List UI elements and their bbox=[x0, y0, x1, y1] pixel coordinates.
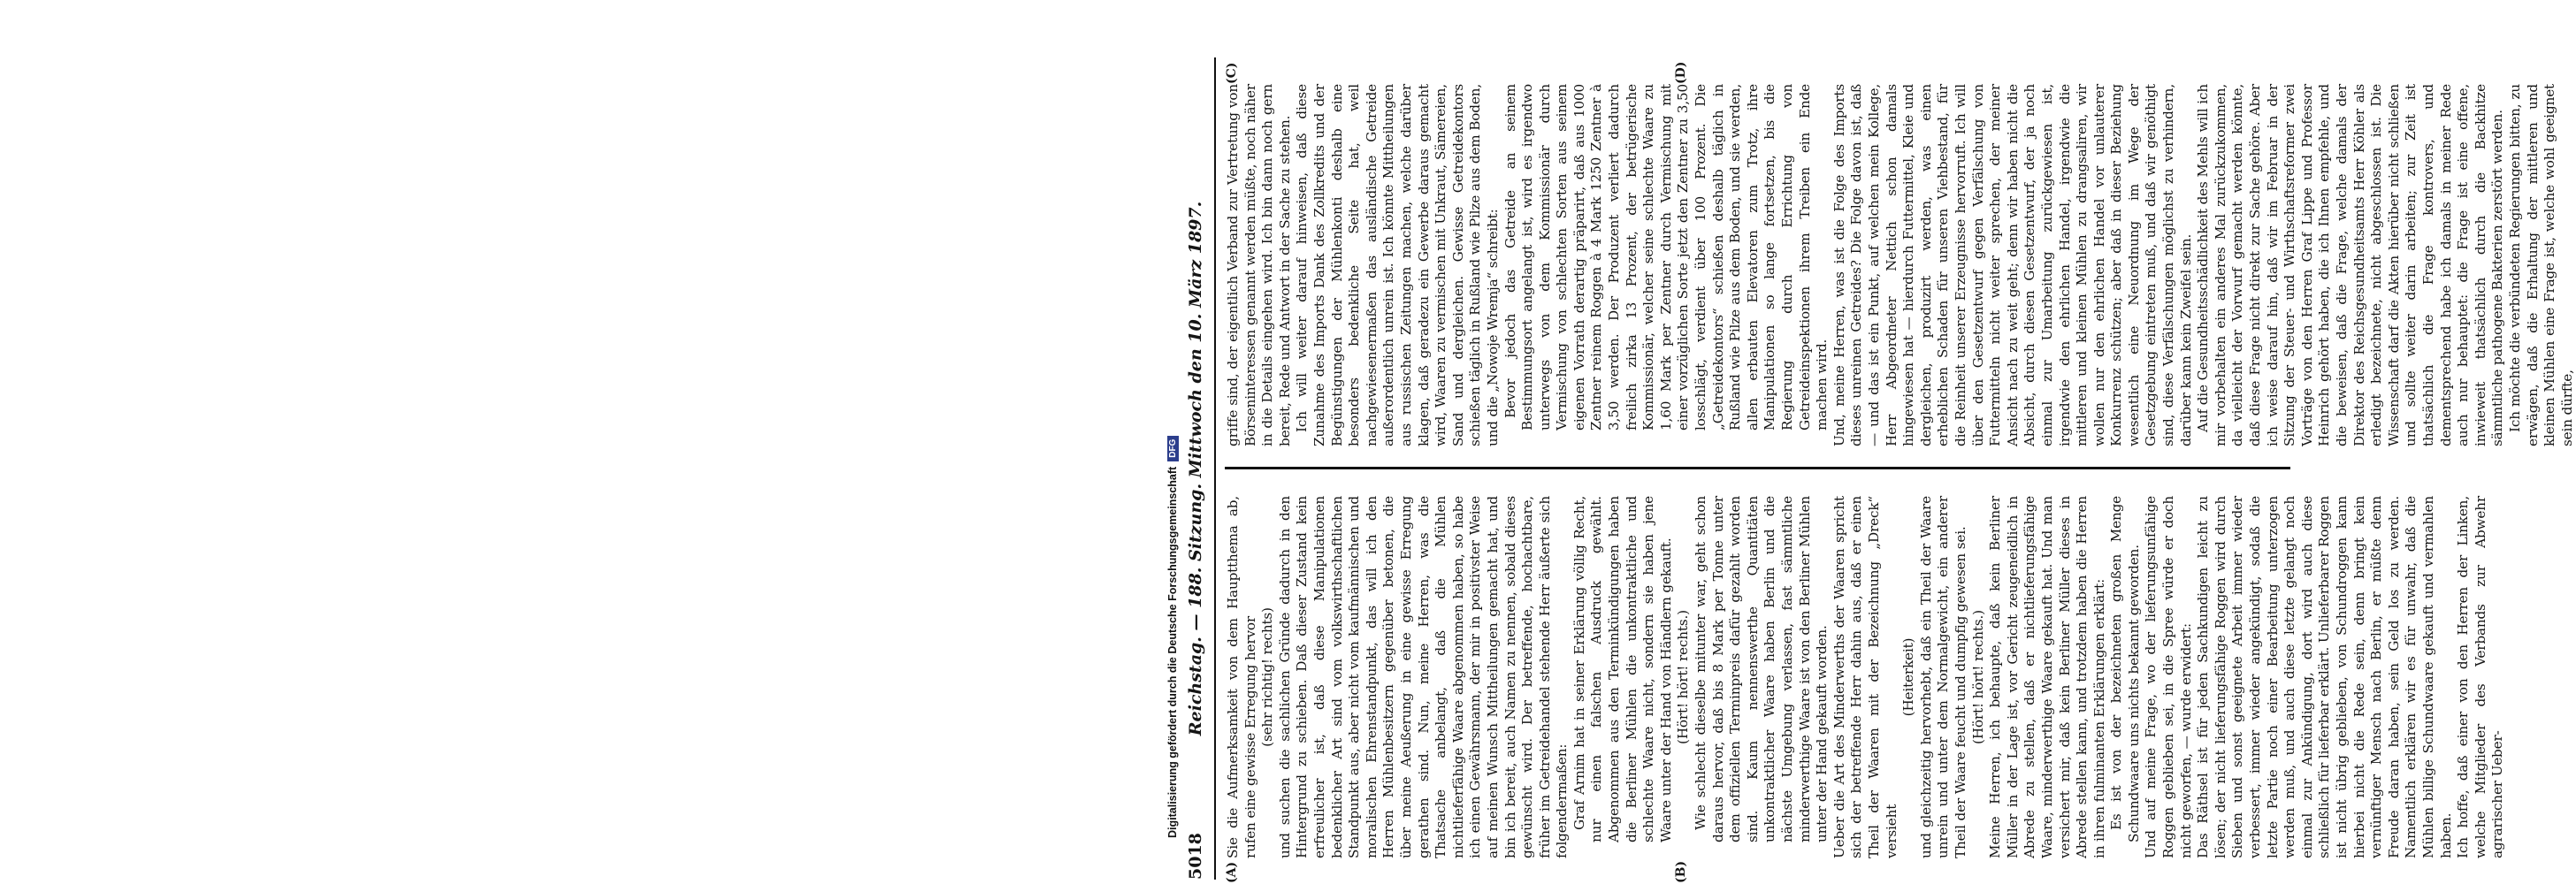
interjection: (Heiterkeit) bbox=[1900, 637, 1917, 717]
text-column-left bbox=[1225, 496, 2507, 858]
margin-marker-a: (A) bbox=[1225, 861, 1239, 883]
header-title: Reichstag. — 188. Sitzung. Mittwoch den 10. März 1897. bbox=[1186, 201, 1205, 736]
text-column-right bbox=[1225, 84, 2576, 446]
quotation: Bevor jedoch das Getreide an seinem Bestimmungsort angelangt ist, wird es irgendwo unterwegs von dem Kommissionär durch Vermischung von schlechten Sorten aus seinem eigenen Vorrath derartig präparirt, daß aus 1000 Zentner reinem Roggen à 4 Mark 1250 Zentner à 3,50 werden. Der Produzent verliert dadurch freilich zirka 13 Prozent, der betrügerische Kommissionär, welcher seine schlechte Waare zu 1,60 Mark per Zentner durch Vermischung mit einer vorzüglichen Sorte jetzt den Zentner zu 3,50 losschlägt, verdient über 100 Prozent. Die „Getreidekontors“ schießen deshalb täglich in Rußland wie Pilze aus dem Boden, und sie werden, allen erbauten Elevatoren zum Trotz, ihre Manipulationen so lange fortsetzen, bis die Regierung durch Errichtung von Getreideinspektionen ihrem Treiben ein Ende machen wird. bbox=[1502, 84, 1831, 431]
interjection: (Hört! hört! rechts.) bbox=[1675, 610, 1692, 744]
paragraph: Ich hoffe, daß einer von den Herren der Linken, welche Mitglieder des Verbands zur Abwehr agrarischer Ueber- bbox=[2455, 496, 2506, 858]
paragraph: Meine Herren, ich behaupte, daß kein Berliner Müller in der Lage ist, vor Gericht zeugeneidlich in Abrede zu stellen, daß er nichtlieferungsfähige Waare, minderwerthige Waare gekauft hat. Und man versichert mir, daß kein Berliner Müller dieses in Abrede stellen kann, und trotzdem haben die Herren in ihren fulminanten Erklärungen erklärt: bbox=[1987, 496, 2107, 858]
column-divider bbox=[1225, 468, 2290, 470]
credit-text: Digitalisierung gefördert durch die Deutsche Forschungsgemeinschaft bbox=[1166, 466, 1179, 838]
margin-marker-c: (C) bbox=[1225, 62, 1239, 84]
paragraph: Das Räthsel ist für jeden Sachkundigen leicht zu lösen; der nicht lieferungsfähige Roggen wird durch Sieben und sonst geeignete Arbeit immer wieder verbessert, immer wieder angekündigt, sodaß die letzte Partie noch einer Bearbeitung unterzogen werden muß, und auch diese letzte gelangt noch einmal zur Ankündigung, dort wird auch diese schließlich für lieferbar erklärt. Unlieferbarer Roggen ist nicht übrig geblieben, von Schundroggen kann hierbei nicht die Rede sein, denn bringt kein vernünftiger Mensch nach Berlin, er müßte denn Freude daran haben, sein Geld los zu werden. Namentlich erklären wir es für unwahr, daß die Mühlen billige Schundwaare gekauft und vermahlen haben. bbox=[2195, 496, 2454, 858]
margin-marker-d: (D) bbox=[1674, 61, 1688, 84]
dfg-logo: DFG bbox=[1167, 436, 1179, 461]
quotation: Es ist von der bezeichneten großen Menge Schundwaare uns nichts bekannt geworden. bbox=[2108, 496, 2142, 842]
paragraph: Sie die Aufmerksamkeit von dem Hauptthema ab, rufen eine gewisse Erregung hervor bbox=[1225, 496, 1258, 858]
paragraph: Ueber die Art des Minderwerths der Waaren spricht sich der betreffende Herr dahin aus, daß er einen Theil der Waaren mit der Bezeichnung „Dreck“ versieht bbox=[1831, 496, 1900, 858]
rotated-document-page bbox=[1179, 57, 2575, 883]
paragraph: Ich will weiter darauf hinweisen, daß diese Zunahme des Imports Dank des Zollkredits und der Begünstigungen der Mühlenkonti deshalb eine besonders bedenkliche Seite hat, weil nachgewiesenermaßen das ausländische Getreide außerordentlich unrein ist. Ich könnte Mittheilungen aus russischen Zeitungen machen, welche darüber klagen, daß geradezu ein Gewerbe daraus gemacht wird, Waaren zu vermischen mit Unkraut, Sämereien, Sand und dergleichen. Gewisse Getreidekontors schießen täglich in Rußland wie Pilze aus dem Boden, und die „Nowoje Wremja“ schreibt: bbox=[1294, 84, 1501, 446]
running-header bbox=[1179, 57, 1216, 880]
quotation: Graf Arnim hat in seiner Erklärung völlig Recht, nur einen falschen Ausdruck gewählt. Abgenommen aus den Terminkündigungen haben die Berliner Mühlen die unkontraktliche und schlechte Waare nicht, sondern sie haben jene Waare unter der Hand von Händlern gekauft. bbox=[1571, 496, 1674, 842]
digitization-credit bbox=[1166, 7, 1184, 838]
paragraph: Und, meine Herren, was ist die Folge des Imports dieses unreinen Getreides? Die Folge davon ist, daß — und das ist ein Punkt, auf welchen mein Kollege, Herr Abgeordneter Nettich schon damals hingewiesen hat — hierdurch Futtermittel, Kleie und dergleichen, produzirt werden, was einen erheblichen Schaden für unseren Viehbestand, für die Reinheit unserer Erzeugnisse hervorruft. Ich will über den Gesetzentwurf gegen Verfälschung von Futtermitteln nicht weiter sprechen, der meiner Ansicht nach zu weit geht; denn wir haben nicht die Absicht, durch diesen Gesetzentwurf, der ja noch einmal zur Umarbeitung zurückgewiesen ist, irgendwie den ehrlichen Handel, irgendwie die mittleren und kleinen Mühlen zu drangsaliren, wir wollen nur den ehrlichen Handel vor unlauterer Konkurrenz schützen; aber daß in dieser Beziehung wesentlich eine Neuordnung im Wege der Gesetzgebung eintreten muß, und daß wir genöthigt sind, diese Verfälschungen möglichst zu verhindern, darüber kann kein Zweifel sein. bbox=[1831, 84, 2194, 446]
interjection: (Hört! hört! rechts.) bbox=[1969, 610, 1986, 744]
paragraph: Ich möchte die verbündeten Regierungen bitten, zu erwägen, daß die Erhaltung der mittleren und kleinen Mühlen eine Frage ist, welche wohl geeignet sein dürfte, bbox=[2506, 84, 2575, 446]
page-number: 5018 bbox=[1186, 833, 1205, 880]
paragraph: griffe sind, der eigentlich Verband zur Vertretung von Börseninteressen genannt werden müßte, noch näher in die Details eingehen wird. Ich bin dann noch gern bereit, Rede und Antwort in der Sache zu stehen. bbox=[1225, 84, 1293, 446]
paragraph: Auf die Gesundheitsschädlichkeit des Mehls will ich mir vorbehalten ein anderes Mal zurückzukommen, da vielleicht der Vorwurf gemacht werden könnte, daß diese Frage nicht direkt zur Sache gehöre. Aber ich weise darauf hin, daß wir im Februar in der Sitzung der Steuer- und Wirthschaftsreformer zwei Vorträge von den Herren Graf Lippe und Professor Heinrich gehört haben, die ich Ihnen empfehle, und die beweisen, daß die Frage, welche damals der Direktor des Reichsgesundheitsamts Herr Köhler als erledigt bezeichnete, nicht abgeschlossen ist. Die Wissenschaft darf die Akten hierüber nicht schließen und sollte weiter darin arbeiten; zur Zeit ist thatsächlich die Frage kontrovers, und dementsprechend habe ich damals in meiner Rede auch nur behauptet: die Frage ist eine offene, inwieweit thatsächlich durch die Backhitze sämmtliche pathogene Bakterien zerstört werden. bbox=[2195, 84, 2506, 446]
paragraph: und gleichzeitig hervorhebt, daß ein Theil der Waare unrein und unter dem Normalgewicht, ein anderer Theil der Waare feucht und dumpfig gewesen sei. bbox=[1917, 496, 1968, 858]
quotation: Wie schlecht dieselbe mitunter war, geht schon daraus hervor, daß bis 8 Mark per Tonne unter dem offiziellen Terminpreis dafür gezahlt worden sind. Kaum nennenswerthe Quantitäten unkontraktlicher Waare haben Berlin und die nächste Umgebung verlassen, fast sämmtliche minderwerthige Waare ist von den Berliner Mühlen unter der Hand gekauft worden. bbox=[1693, 496, 1831, 842]
interjection: (sehr richtig! rechts) bbox=[1259, 607, 1276, 747]
margin-marker-b: (B) bbox=[1674, 860, 1688, 883]
paragraph: Und auf meine Frage, wo der lieferungsunfähige Roggen geblieben sei, in die Spree würde er doch nicht geworfen, — wurde erwidert: bbox=[2143, 496, 2194, 858]
paragraph: und suchen die sachlichen Gründe dadurch in den Hintergrund zu schieben. Daß dieser Zustand kein erfreulicher ist, daß diese Manipulationen bedenklicher Art sind vom volkswirthschaftlichen Standpunkt aus, aber nicht vom kaufmännischen und moralischen Ehrenstandpunkt, das will ich den Herren Mühlenbesitzern gegenüber betonen, die über meine Aeußerung in eine gewisse Erregung gerathen sind. Nun, meine Herren, was die Thatsache anbelangt, daß die Mühlen nichtlieferfähige Waare abgenommen haben, so habe ich einen Gewährsmann, der mir in positivster Weise auf meinen Wunsch Mittheilungen gemacht hat, und bin ich bereit, auch Namen zu nennen, sobald dieses gewünscht wird. Der betreffende, hochachtbare, früher im Getreidehandel stehende Herr äußerte sich folgendermaßen: bbox=[1276, 496, 1571, 858]
